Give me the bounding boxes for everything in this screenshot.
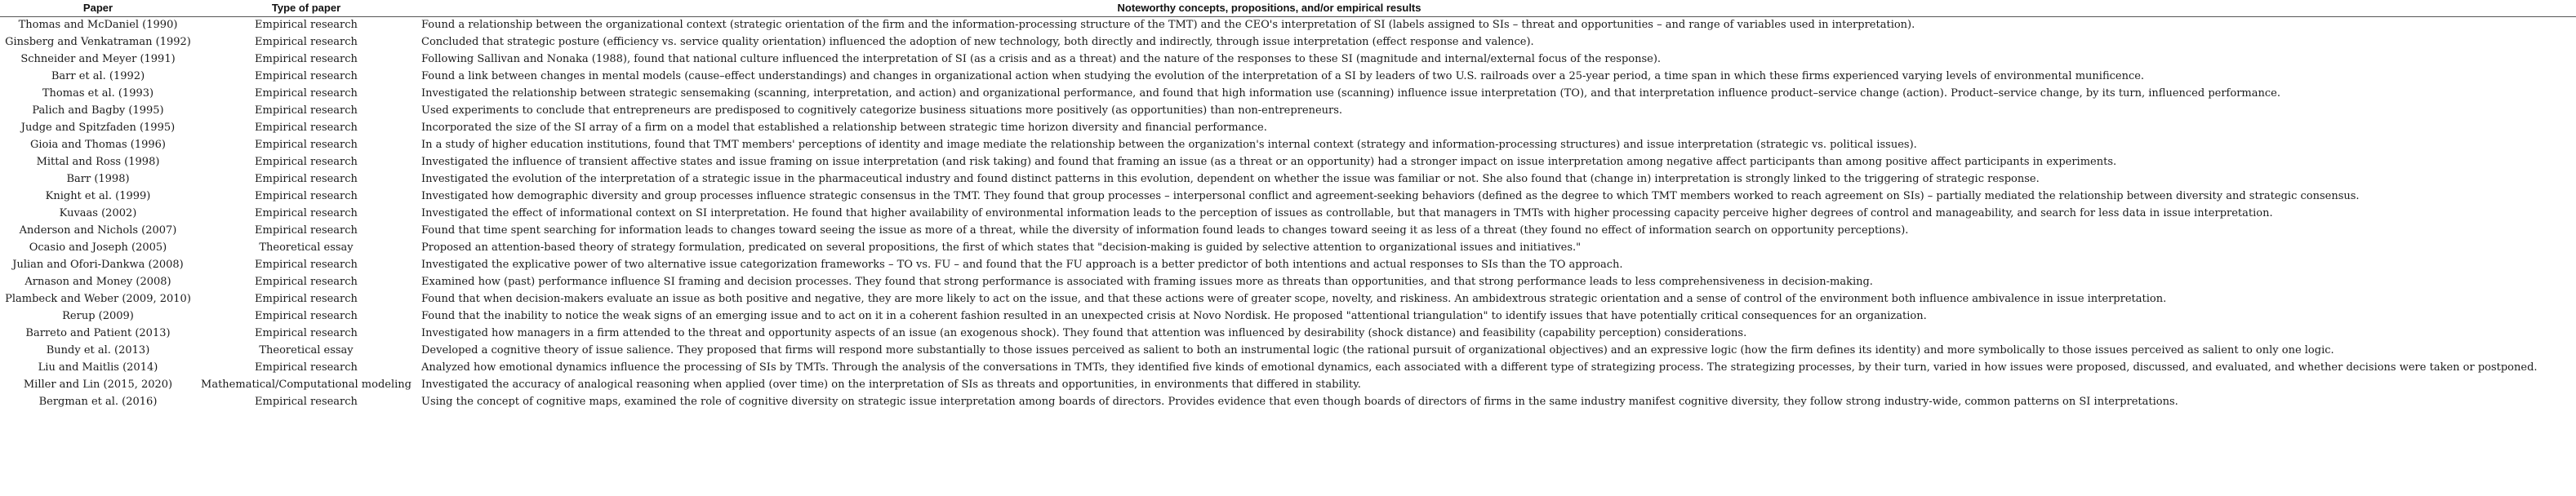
cell-paper: Arnason and Money (2008) — [24, 276, 171, 288]
cell-paper: Barreto and Patient (2013) — [25, 327, 171, 339]
cell-paper: Plambeck and Weber (2009, 2010) — [5, 293, 191, 305]
table-row — [0, 120, 2576, 137]
cell-type-of-paper: Empirical research — [255, 361, 358, 374]
table-row — [0, 137, 2576, 154]
table-row — [0, 394, 2576, 411]
table-row — [0, 17, 2576, 34]
table-row — [0, 360, 2576, 377]
cell-noteworthy-results: Incorporated the size of the SI array of a firm on a model that established a relationship between strategic time horizon diversity and financial performance. — [421, 122, 1267, 134]
cell-noteworthy-results: Found that when decision-makers evaluate an issue as both positive and negative, they are more likely to act on the issue, and that these actions were of greater scope, novelty, and riskiness. An ambidextrous strategic orientation and a sense of control of the environment both influence ambivalence in issue interpretation. — [421, 293, 2167, 305]
table-row — [0, 188, 2576, 206]
cell-type-of-paper: Empirical research — [255, 19, 358, 32]
cell-paper: Ginsberg and Venkatraman (1992) — [5, 36, 191, 48]
table-row — [0, 206, 2576, 223]
cell-type-of-paper: Empirical research — [255, 396, 358, 408]
cell-noteworthy-results: Using the concept of cognitive maps, examined the role of cognitive diversity on strategic issue interpretation among boards of directors. Provides evidence that even though boards of directors of firms in the same industry manifest cognitive diversity, they follow strong industry-wide, common patterns on SI interpretations. — [421, 396, 2178, 408]
header-paper: Paper — [0, 0, 196, 17]
header-type-of-paper: Type of paper — [196, 0, 416, 17]
table-header — [0, 0, 2576, 17]
cell-paper: Ocasio and Joseph (2005) — [29, 241, 167, 254]
cell-noteworthy-results: Found a link between changes in mental models (cause–effect understandings) and changes in organizational action when studying the evolution of the interpretation of a SI by leaders of two U.S. railroads over a 25-year period, a time span in which these firms experienced varying levels of environmental munificence. — [421, 70, 2145, 82]
cell-noteworthy-results: Analyzed how emotional dynamics influence the processing of SIs by TMTs. Through the analysis of the conversations in TMTs, they identified five kinds of emotional dynamics, each associated with a different type of strategizing process. The strategizing processes, by their turn, varied in how issues were proposed, discussed, and evaluated, and whether decisions were taken or postponed. — [421, 361, 2538, 374]
table-row — [0, 223, 2576, 240]
cell-paper: Barr et al. (1992) — [51, 70, 145, 82]
cell-noteworthy-results: Used experiments to conclude that entrepreneurs are predisposed to cognitively categorize business situations more positively (as opportunities) than non-entrepreneurs. — [421, 104, 1343, 117]
cell-type-of-paper: Empirical research — [255, 87, 358, 100]
cell-type-of-paper: Empirical research — [255, 156, 358, 168]
cell-noteworthy-results: Investigated how demographic diversity and group processes influence strategic consensus in the TMT. They found that group processes – interpersonal conflict and agreement-seeking behaviors (defined as the degree to which TMT members worked to reach agreement on SIs) – partially mediated the relationship between diversity and strategic consensus. — [421, 190, 2360, 202]
cell-noteworthy-results: Found a relationship between the organizational context (strategic orientation of the firm and the information-processing structure of the TMT) and the CEO's interpretation of SI (labels assigned to SIs – threat and opportunities – and range of variables used in interpretation). — [421, 19, 1915, 32]
cell-paper: Thomas and McDaniel (1990) — [18, 19, 178, 32]
cell-type-of-paper: Empirical research — [255, 173, 358, 185]
cell-paper: Judge and Spitzfaden (1995) — [20, 122, 176, 134]
table-row — [0, 86, 2576, 103]
cell-noteworthy-results: Investigated the explicative power of two alternative issue categorization frameworks – TO vs. FU – and found that the FU approach is a better predictor of both intentions and actual responses to SIs than the TO approach. — [421, 259, 1623, 271]
cell-type-of-paper: Empirical research — [255, 259, 358, 271]
cell-type-of-paper: Empirical research — [255, 104, 358, 117]
cell-type-of-paper: Theoretical essay — [259, 241, 354, 254]
cell-paper: Bundy et al. (2013) — [46, 344, 150, 356]
cell-paper: Mittal and Ross (1998) — [36, 156, 160, 168]
table-row — [0, 69, 2576, 86]
table-row — [0, 171, 2576, 188]
table-row — [0, 103, 2576, 120]
cell-noteworthy-results: Found that time spent searching for information leads to changes toward seeing the issue as more of a threat, while the diversity of information found leads to changes toward seeing it as less of a threat (they found no effect of information search on opportunity perceptions). — [421, 224, 1909, 237]
cell-noteworthy-results: Developed a cognitive theory of issue salience. They proposed that firms will respond more substantially to those issues perceived as salient to both an instrumental logic (the rational pursuit of organizational objectives) and an expressive logic (how the firm defines its identity) and more symbolically to those issues perceived as salient to only one logic. — [421, 344, 2334, 356]
cell-type-of-paper: Theoretical essay — [259, 344, 354, 356]
cell-type-of-paper: Empirical research — [255, 36, 358, 48]
cell-type-of-paper: Empirical research — [255, 310, 358, 322]
table-row — [0, 240, 2576, 257]
cell-paper: Palich and Bagby (1995) — [32, 104, 164, 117]
cell-noteworthy-results: Proposed an attention-based theory of strategy formulation, predicated on several propositions, the first of which states that "decision-making is guided by selective attention to organizational issues and initiatives." — [421, 241, 1582, 254]
cell-paper: Bergman et al. (2016) — [38, 396, 158, 408]
cell-paper: Knight et al. (1999) — [45, 190, 151, 202]
table-row — [0, 326, 2576, 343]
cell-type-of-paper: Empirical research — [255, 139, 358, 151]
cell-noteworthy-results: Investigated the relationship between strategic sensemaking (scanning, interpretation, and action) and organizational performance, and found that high information use (scanning) influence issue interpretation (TO), and that interpretation influence product–service change (action). Product–service change, by its turn, influenced performance. — [421, 87, 2280, 100]
cell-paper: Liu and Maitlis (2014) — [38, 361, 158, 374]
table-row — [0, 51, 2576, 69]
cell-type-of-paper: Empirical research — [255, 327, 358, 339]
cell-type-of-paper: Mathematical/Computational modeling — [201, 379, 412, 391]
table-body — [0, 17, 2576, 411]
cell-paper: Thomas et al. (1993) — [42, 87, 154, 100]
table-row — [0, 154, 2576, 171]
table-row — [0, 274, 2576, 291]
table-row — [0, 377, 2576, 394]
cell-paper: Rerup (2009) — [62, 310, 134, 322]
cell-noteworthy-results: In a study of higher education institutions, found that TMT members' perceptions of identity and image mediate the relationship between the organization's internal context (strategy and information-processing structures) and issue interpretation (strategic vs. political issues). — [421, 139, 1917, 151]
cell-type-of-paper: Empirical research — [255, 207, 358, 219]
cell-noteworthy-results: Investigated how managers in a firm attended to the threat and opportunity aspects of an issue (an exogenous shock). They found that attention was influenced by desirability (shock distance) and feasibility (capability perception) considerations. — [421, 327, 1747, 339]
cell-paper: Anderson and Nichols (2007) — [19, 224, 177, 237]
table-row — [0, 34, 2576, 51]
cell-type-of-paper: Empirical research — [255, 276, 358, 288]
cell-type-of-paper: Empirical research — [255, 190, 358, 202]
cell-type-of-paper: Empirical research — [255, 224, 358, 237]
header-row — [0, 0, 2576, 17]
header-noteworthy-results: Noteworthy concepts, propositions, and/or empirical results — [416, 0, 2576, 17]
cell-type-of-paper: Empirical research — [255, 122, 358, 134]
cell-noteworthy-results: Concluded that strategic posture (efficiency vs. service quality orientation) influenced the adoption of new technology, both directly and indirectly, through issue interpretation (effect response and valence). — [421, 36, 1534, 48]
cell-type-of-paper: Empirical research — [255, 53, 358, 65]
cell-paper: Julian and Ofori-Dankwa (2008) — [12, 259, 184, 271]
cell-type-of-paper: Empirical research — [255, 293, 358, 305]
cell-paper: Miller and Lin (2015, 2020) — [23, 379, 173, 391]
table-row — [0, 291, 2576, 308]
cell-type-of-paper: Empirical research — [255, 70, 358, 82]
cell-paper: Barr (1998) — [66, 173, 130, 185]
cell-noteworthy-results: Investigated the accuracy of analogical reasoning when applied (over time) on the interpretation of SIs as threats and opportunities, in environments that differed in stability. — [421, 379, 1361, 391]
cell-noteworthy-results: Following Sallivan and Nonaka (1988), found that national culture influenced the interpretation of SI (as a crisis and as a threat) and the nature of the responses to these SI (magnitude and internal/external focus of the response). — [421, 53, 1662, 65]
cell-paper: Kuvaas (2002) — [59, 207, 137, 219]
cell-paper: Gioia and Thomas (1996) — [30, 139, 166, 151]
cell-noteworthy-results: Investigated the effect of informational context on SI interpretation. He found that higher availability of environmental information leads to the perception of issues as controllable, but that managers in TMTs with higher processing capacity perceive higher degrees of control and manageability, and search for less data in issue interpretation. — [421, 207, 2273, 219]
table-row — [0, 343, 2576, 360]
table-row — [0, 257, 2576, 274]
table-row — [0, 308, 2576, 326]
cell-noteworthy-results: Investigated the evolution of the interpretation of a strategic issue in the pharmaceutical industry and found distinct patterns in this evolution, dependent on whether the issue was familiar or not. She also found that (change in) interpretation is strongly linked to the triggering of strategic response. — [421, 173, 2040, 185]
cell-noteworthy-results: Found that the inability to notice the weak signs of an emerging issue and to act on it in a coherent fashion resulted in an unexpected crisis at Novo Nordisk. He proposed "attentional triangulation" to identify issues that have potentially critical consequences for an organization. — [421, 310, 1927, 322]
cell-noteworthy-results: Examined how (past) performance influence SI framing and decision processes. They found that strong performance is associated with framing issues more as threats than opportunities, and that strong performance leads to less comprehensiveness in decision-making. — [421, 276, 1873, 288]
cell-noteworthy-results: Investigated the influence of transient affective states and issue framing on issue interpretation (and risk taking) and found that framing an issue (as a threat or an opportunity) had a stronger impact on issue interpretation among negative affect participants than among positive affect participants in experiments. — [421, 156, 2117, 168]
cell-paper: Schneider and Meyer (1991) — [20, 53, 176, 65]
